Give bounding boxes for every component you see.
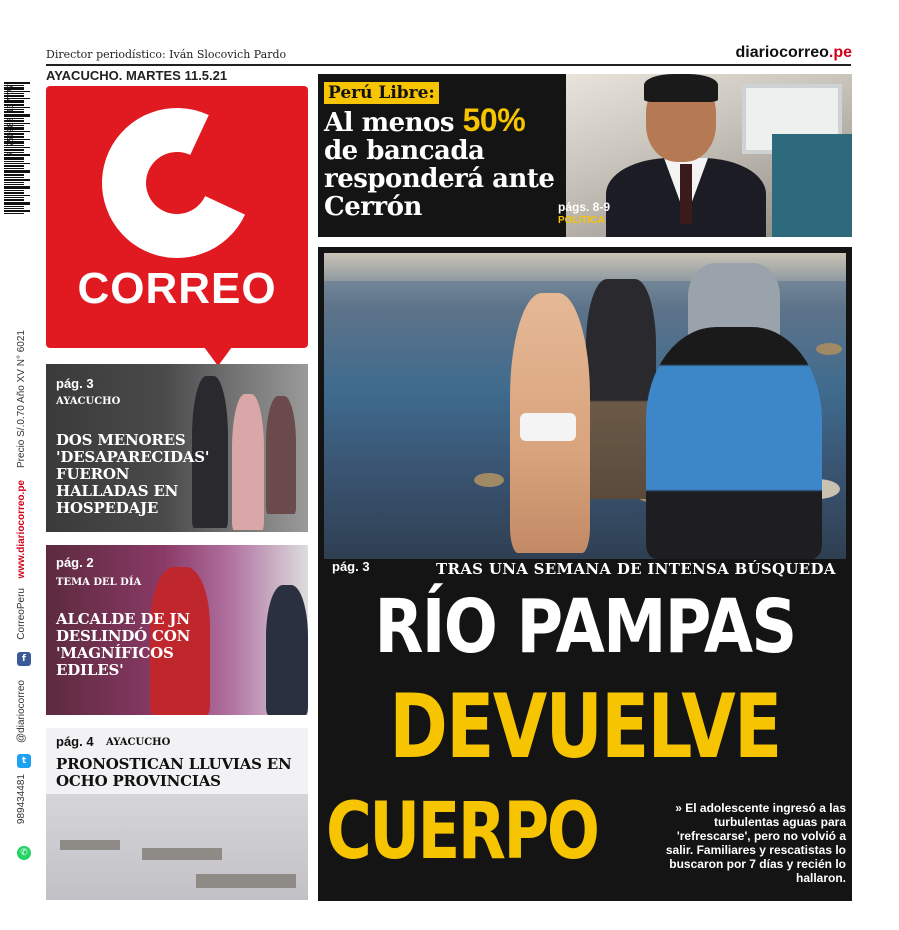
- barcode-number: 7 750988 137777: [6, 84, 15, 157]
- main-story-photo: [324, 253, 846, 559]
- photo-roof: [196, 874, 296, 888]
- barcode-bar: [4, 157, 24, 160]
- photo-tie: [680, 164, 692, 224]
- director-credit: Director periodístico: Iván Slocovich Pardo: [46, 48, 287, 61]
- whatsapp-number[interactable]: 989434481: [16, 774, 27, 825]
- barcode-bar: [4, 206, 24, 207]
- website-tld: .pe: [828, 44, 852, 61]
- headline-after: de bancada responderá ante Cerrón: [324, 136, 555, 222]
- pages-label: págs. 8-9: [558, 200, 611, 214]
- photo-rock: [816, 343, 842, 355]
- twitter-handle[interactable]: @diariocorreo: [16, 680, 27, 743]
- social-strip: [14, 330, 34, 870]
- barcode-bar: [4, 163, 30, 164]
- side-story-section: AYACUCHO: [106, 737, 171, 748]
- top-story-tag: Perú Libre:: [324, 82, 439, 104]
- barcode-bar: [4, 165, 24, 167]
- url-text[interactable]: www.diariocorreo.pe: [16, 480, 27, 579]
- main-story-kicker: TRAS UNA SEMANA DE INTENSA BÚSQUEDA: [436, 560, 836, 578]
- photo-hair: [644, 74, 718, 102]
- side-story-headline: ALCALDE DE JN DESLINDÓ CON 'MAGNÍFICOS EDILES': [56, 610, 191, 679]
- main-headline-line-1: RÍO PAMPAS: [374, 584, 796, 670]
- side-story-headline: PRONOSTICAN LLUVIAS EN OCHO PROVINCIAS: [56, 755, 292, 790]
- photo-roof: [142, 848, 222, 860]
- barcode-bar: [4, 197, 24, 198]
- barcode-bar: [4, 210, 30, 212]
- barcode-bar: [4, 182, 24, 183]
- side-story-1[interactable]: [46, 364, 308, 532]
- logo-speech-tail: [196, 336, 240, 366]
- main-story[interactable]: [318, 247, 852, 901]
- main-story-page: pág. 3: [332, 559, 370, 574]
- barcode-bar: [4, 179, 30, 181]
- barcode-bar: [4, 174, 24, 176]
- barcode-bar: [4, 202, 30, 205]
- masthead-rule: [46, 64, 851, 66]
- website-link[interactable]: [664, 44, 852, 66]
- photo-swim-briefs: [520, 413, 576, 441]
- top-story-pages: [558, 200, 610, 228]
- photo-person-blue: [646, 327, 822, 559]
- photo-figure: [266, 396, 296, 514]
- photo-figure: [232, 394, 264, 530]
- side-story-section: AYACUCHO: [56, 396, 121, 407]
- facebook-handle[interactable]: CorreoPeru: [16, 588, 27, 640]
- whatsapp-icon: ✆: [17, 846, 31, 860]
- side-story-headline: DOS MENORES 'DESAPARECIDAS' FUERON HALLADAS EN HOSPEDAJE: [56, 431, 210, 517]
- side-story-2[interactable]: [46, 545, 308, 715]
- side-story-page: pág. 4: [56, 734, 94, 749]
- section-label: POLÍTICA: [558, 215, 605, 226]
- side-story-3[interactable]: [46, 728, 308, 900]
- barcode-bar: [4, 168, 24, 169]
- barcode-bar: [4, 192, 24, 194]
- facebook-icon: f: [17, 652, 31, 666]
- main-story-lead: » El adolescente ingresó a las turbulentas aguas para 'refrescarse', pero no volvió a salir. Familiares y rescatistas lo buscaron por 7 días y recién lo hallaron.: [665, 801, 846, 885]
- website-main: diariocorreo: [735, 44, 829, 61]
- barcode-bar: [4, 170, 30, 173]
- headline-before: Al menos: [324, 108, 463, 138]
- twitter-icon: t: [17, 754, 31, 768]
- barcode-bar: [4, 199, 24, 201]
- barcode-bar: [4, 186, 30, 189]
- side-story-page: pág. 3: [56, 376, 94, 391]
- photo-rock: [474, 473, 504, 487]
- photo-roof: [60, 840, 120, 850]
- main-headline-line-3: CUERPO: [326, 787, 598, 877]
- barcode-bar: [4, 184, 24, 185]
- barcode-bar: [4, 161, 24, 162]
- barcode-bar: [4, 195, 30, 196]
- dateline: AYACUCHO. MARTES 11.5.21: [46, 68, 228, 83]
- top-story[interactable]: [318, 74, 852, 237]
- logo-word: CORREO: [77, 264, 277, 313]
- headline-percentage: 50%: [462, 102, 526, 138]
- correo-logo[interactable]: [46, 86, 308, 356]
- top-story-headline: [324, 102, 564, 222]
- main-headline-line-2: DEVUELVE: [389, 675, 781, 778]
- price-info: Precio S/.0.70 Año XV N° 6021: [16, 330, 27, 468]
- photo-figure: [266, 585, 308, 715]
- barcode-bar: [4, 213, 24, 214]
- photo-wall: [772, 134, 852, 237]
- side-story-section: TEMA DEL DÍA: [56, 577, 142, 588]
- barcode-bar: [4, 177, 24, 178]
- barcode-bar: [4, 190, 24, 191]
- side-story-page: pág. 2: [56, 555, 94, 570]
- barcode-bar: [4, 208, 24, 209]
